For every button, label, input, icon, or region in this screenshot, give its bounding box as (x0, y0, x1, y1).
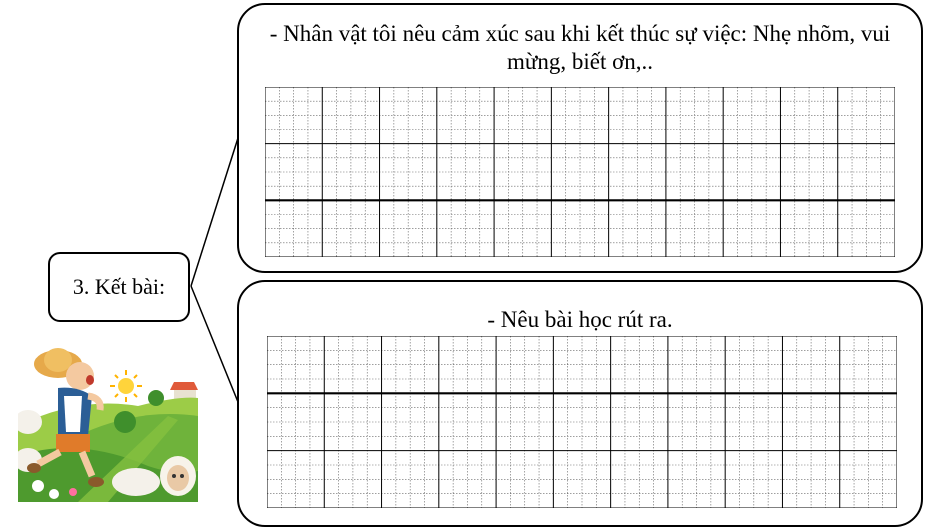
section-label-ket-bai (48, 252, 190, 322)
writing-grid[interactable] (267, 336, 897, 508)
outline-item-lesson (237, 280, 923, 527)
outline-item-feelings (237, 3, 923, 273)
writing-grid[interactable] (265, 87, 895, 257)
outline-item-text: - Nêu bài học rút ra. (487, 307, 673, 332)
boy-shouting-sheep-hill-illustration (18, 336, 198, 502)
section-label-text: 3. Kết bài: (72, 274, 166, 299)
outline-item-text: - Nhân vật tôi nêu cảm xúc sau khi kết thúc sự việc: Nhẹ nhõm, vui mừng, biết ơn,.. (269, 21, 891, 74)
